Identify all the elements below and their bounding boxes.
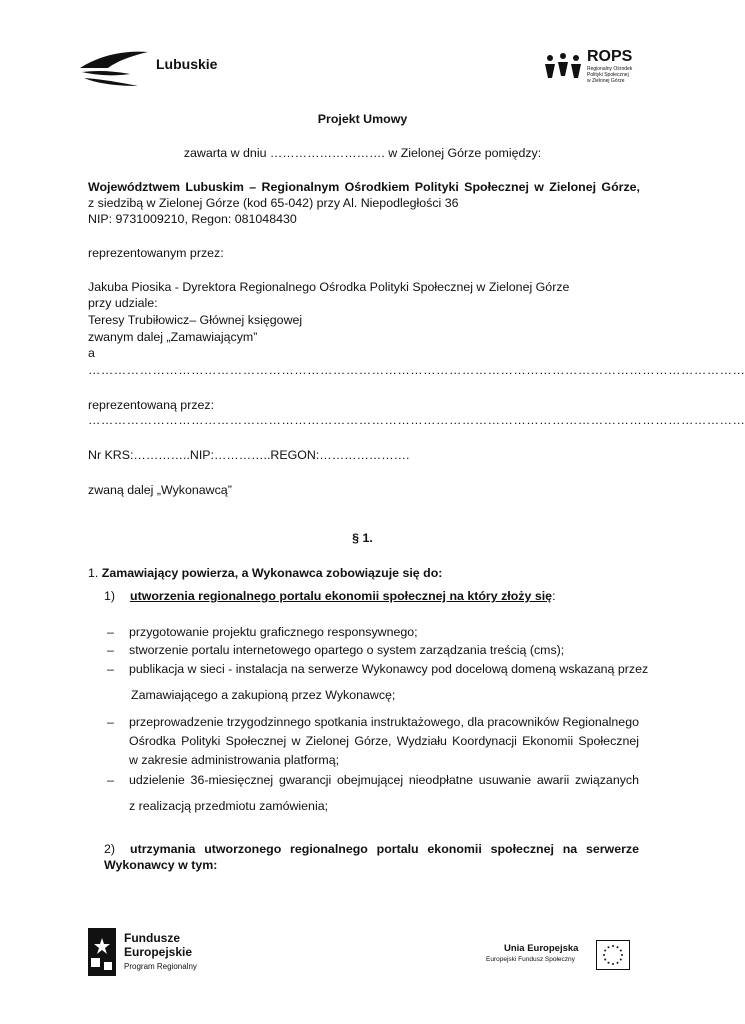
subitem-1 xyxy=(104,588,556,604)
subitem-1-text: utworzenia regionalnego portalu ekonomii społecznej na który złoży się xyxy=(130,589,553,603)
subitem-2-text-line1: utrzymania utworzonego regionalnego portalu ekonomii społecznej na serwerze xyxy=(130,842,639,856)
bullet-dash-4: – xyxy=(107,715,114,729)
bullet-1-text: przygotowanie projektu graficznego responsywnego; xyxy=(129,625,418,639)
lubuskie-logo xyxy=(78,48,223,88)
party1-name: Województwem Lubuskim – Regionalnym Ośrodkiem Polityki Społecznej w Zielonej Górze, xyxy=(88,180,640,194)
party1-address: z siedzibą w Zielonej Górze (kod 65-042) przy Al. Niepodległości 36 xyxy=(88,196,459,210)
rops-title: ROPS xyxy=(587,48,633,65)
document-title: Projekt Umowy xyxy=(317,112,408,126)
item-1-number: 1. xyxy=(88,566,102,580)
contractor-name-placeholder: ……………………………………………………………………………………………………………………………………… xyxy=(88,363,745,377)
lubuskie-logo-text: Lubuskie xyxy=(156,56,218,72)
item-1-text: Zamawiający powierza, a Wykonawca zobowiązuje się do: xyxy=(101,566,443,580)
eu-line-2: Europejski Fundusz Społeczny xyxy=(486,956,575,963)
fe-star-emblem-icon xyxy=(88,928,116,976)
participation-label: przy udziale: xyxy=(88,296,158,310)
section-heading: § 1. xyxy=(352,531,373,545)
representative-2: Teresy Trubiłowicz– Głównej księgowej xyxy=(88,313,303,327)
bullet-5-text-line2: z realizacją przedmiotu zamówienia; xyxy=(129,799,329,813)
subitem-1-colon: : xyxy=(552,589,556,603)
eu-logo xyxy=(486,940,631,972)
represented-by-label-2: reprezentowaną przez: xyxy=(88,398,215,412)
rops-people-icon xyxy=(543,52,583,82)
subitem-2-text-line2: Wykonawcy w tym: xyxy=(104,858,218,872)
rops-subtitle-2: Polityki Społecznej xyxy=(587,72,629,78)
rops-subtitle-1: Regionalny Ośrodek xyxy=(587,66,633,72)
bullet-2-text: stworzenie portalu internetowego opartego o system zarządzania treścią (cms); xyxy=(129,643,565,657)
represented-by-label: reprezentowanym przez: xyxy=(88,246,224,260)
rops-logo xyxy=(543,48,653,86)
bullet-4-text-line2: Ośrodka Polityki Społecznej w Zielonej Górze, Wydziału Koordynacji Ekonomii Społecznej xyxy=(129,734,639,748)
bullet-dash-5: – xyxy=(107,773,114,787)
and-conjunction: a xyxy=(88,346,95,360)
bullet-3-text-line1: publikacja w sieci - instalacja na serwerze Wykonawcy pod docelową domeną wskazaną przez xyxy=(129,662,649,676)
bullet-dash-1: – xyxy=(107,625,114,639)
bullet-dash-2: – xyxy=(107,643,114,657)
lubuskie-emblem-icon xyxy=(78,48,150,88)
eu-line-1: Unia Europejska xyxy=(504,943,579,954)
subitem-1-number: 1) xyxy=(104,589,116,603)
bullet-3-text-line2: Zamawiającego a zakupioną przez Wykonawcę; xyxy=(131,688,396,702)
krs-nip-regon-line: Nr KRS:…………..NIP:…………..REGON:…………………. xyxy=(88,448,410,462)
intro-line: zawarta w dniu ………………………. w Zielonej Górze pomiędzy: xyxy=(183,146,542,160)
item-1 xyxy=(88,565,442,581)
bullet-5-text-line1: udzielenie 36-miesięcznej gwarancji obejmującej nieodpłatne usuwanie awarii związanych xyxy=(129,773,639,787)
party1-ids: NIP: 9731009210, Regon: 081048430 xyxy=(88,212,297,226)
bullet-4-text-line1: przeprowadzenie trzygodzinnego spotkania instruktażowego, dla pracowników Regionalnego xyxy=(129,715,639,729)
eu-flag-icon xyxy=(596,940,630,970)
fe-line-2: Europejskie xyxy=(124,945,193,959)
subitem-2-number: 2) xyxy=(104,842,116,856)
fundusze-europejskie-logo xyxy=(88,928,228,978)
contractor-rep-placeholder: ……………………………………………………………………………………………………………………………………… xyxy=(88,413,745,427)
rops-subtitle-3: w Zielonej Górze xyxy=(587,78,625,84)
fe-line-3: Program Regionalny xyxy=(124,962,197,971)
representative-1: Jakuba Piosika - Dyrektora Regionalnego Ośrodka Polityki Społecznej w Zielonej Górze xyxy=(88,280,570,294)
bullet-dash-3: – xyxy=(107,662,114,676)
fe-line-1: Fundusze xyxy=(124,931,180,945)
bullet-4-text-line3: w zakresie administrowania platformą; xyxy=(129,753,340,767)
contractor-alias: zwaną dalej „Wykonawcą” xyxy=(88,483,232,497)
contracting-party-alias: zwanym dalej „Zamawiającym” xyxy=(88,330,258,344)
